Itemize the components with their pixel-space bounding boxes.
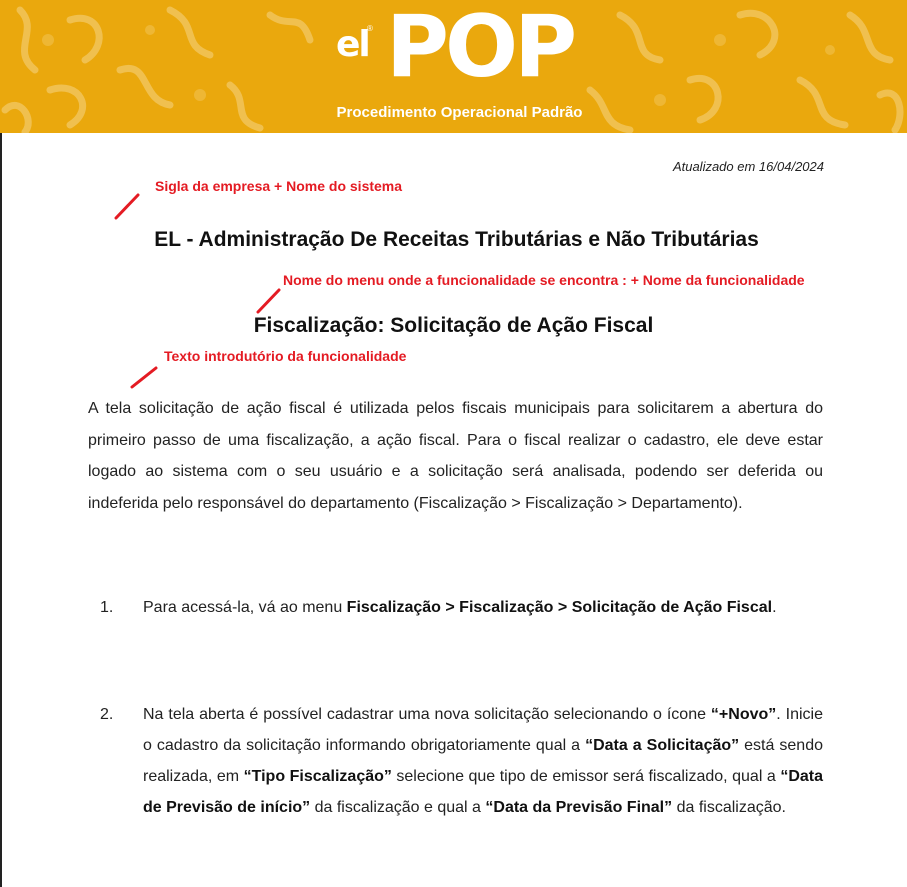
document-subtitle: Fiscalização: Solicitação de Ação Fiscal xyxy=(253,314,654,337)
intro-paragraph: A tela solicitação de ação fiscal é utilizada pelos fiscais municipais para solicitarem a abertura do primeiro passo de uma fiscalização, a ação fiscal. Para o fiscal realizar o cadastro, ele deve estar logado ao sistema com o seu usuário e a solicitação será analisada, podendo ser deferida ou indeferida pelo responsável do departamento (Fiscalização > Fiscalização > Departamento). xyxy=(88,400,823,512)
logo-el-text: el xyxy=(336,24,369,65)
updated-date: Atualizado em 16/04/2024 xyxy=(672,159,824,174)
pop-logo xyxy=(330,0,574,100)
annotation-arrow-2 xyxy=(254,287,284,317)
logo-registered-mark: ® xyxy=(367,24,373,33)
annotation-arrow-3 xyxy=(128,365,160,391)
page-border xyxy=(0,0,2,887)
header-banner xyxy=(0,0,907,133)
annotation-menu-function: Nome do menu onde a funcionalidade se encontra : + Nome da funcionalidade xyxy=(283,272,805,288)
logo-pop-text: POP xyxy=(386,0,574,97)
step-number: 1. xyxy=(100,599,114,616)
step-number: 2. xyxy=(100,706,114,723)
step-2 xyxy=(88,699,823,823)
annotation-arrow-1 xyxy=(112,192,142,222)
step-text: Para acessá-la, vá ao menu Fiscalização > Fiscalização > Solicitação de Ação Fiscal. xyxy=(143,599,777,616)
header-subtitle: Procedimento Operacional Padrão xyxy=(336,104,583,121)
annotation-company-system: Sigla da empresa + Nome do sistema xyxy=(155,178,403,194)
document-title: EL - Administração De Receitas Tributárias e Não Tributárias xyxy=(154,228,759,251)
step-text: Na tela aberta é possível cadastrar uma nova solicitação selecionando o ícone “+Novo”. Inicie o cadastro da solicitação informando obrigatoriamente qual a “Data a Solicitação” está sendo realizada, em “Tipo Fiscalização” selecione que tipo de emissor será fiscalizado, qual a “Data de Previsão de início” da fiscalização e qual a “Data da Previsão Final” da fiscalização. xyxy=(143,706,824,816)
annotation-intro-text: Texto introdutório da funcionalidade xyxy=(164,348,407,364)
step-1 xyxy=(88,592,823,623)
